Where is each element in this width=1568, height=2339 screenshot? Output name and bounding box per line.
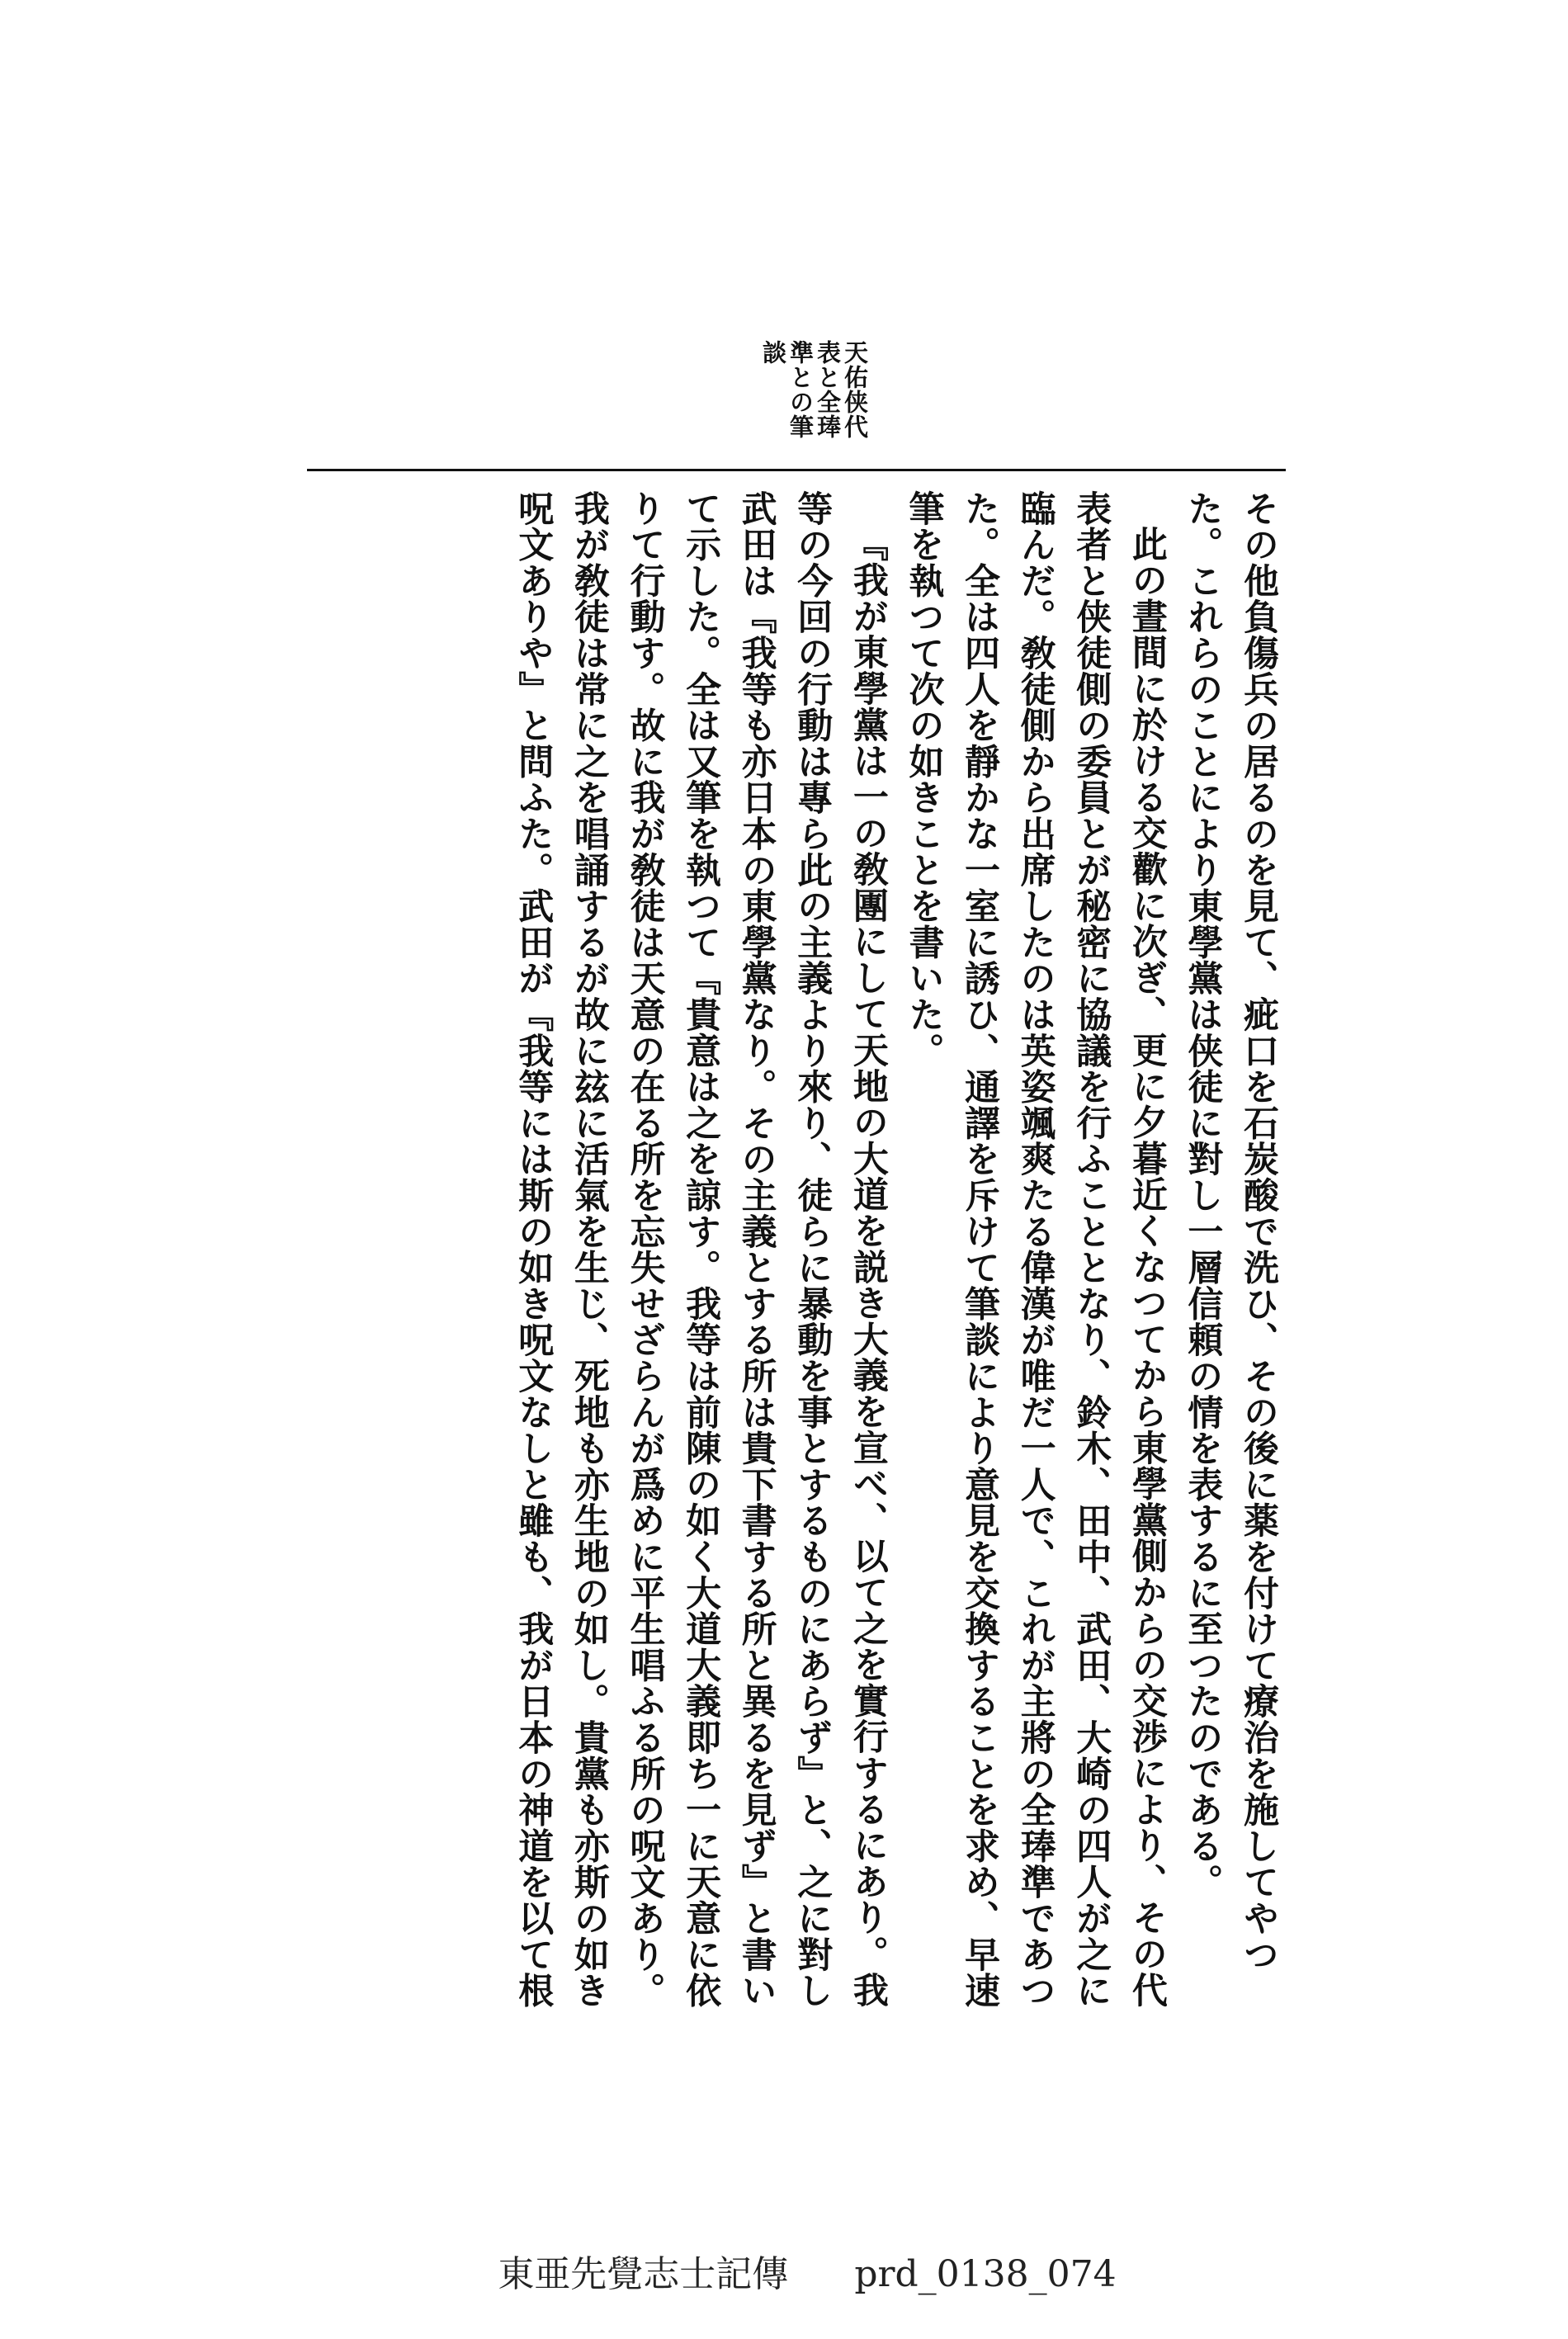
paragraph-2: 此の晝間に於ける交歡に次ぎ、更に夕暮近くなつてから東學黨側からの交渉により、その代表者と侠徒側の委員とが秘密に協議を行ふこととなり、鈴木、田中、武田、大崎の四人が之に臨んだ。敎徒側から出席したのは英姿颯爽たる偉漢が唯だ一人で、これが主將の全琫準であつた。全は四人を靜かな一室に誘ひ、通譯を斥けて筆談により意見を交換することを求め、早速筆を執つて次の如きことを書いた。 <box>903 490 1168 2009</box>
page-footer <box>0 2202 1568 2339</box>
footer-book-title: 東亜先覺志士記傳 <box>498 2253 789 2295</box>
heading-rule <box>307 469 1286 471</box>
body-text <box>307 490 1286 2017</box>
paragraph-3: 『我が東學黨は一の敎團にして天地の大道を説き大義を宣べ、以て之を實行するにあり。我等の今回の行動は專ら此の主義より來り、徒らに暴動を事とするものにあらず』と、之に對し武田は『我等も亦日本の東學黨なり。その主義とする所は貴下書する所と異るを見ず』と書いて示した。全は又筆を執つて『貴意は之を諒す。我等は前陳の如く大道大義即ち一に天意に依りて行動す。故に我が敎徒は天意の在る所を忘失せざらんが爲めに平生唱ふる所の呪文あり。我が敎徒は常に之を唱誦するが故に玆に活氣を生じ、死地も亦生地の如し。貴黨も亦斯の如き呪文ありや』と問ふた。武田が『我等には斯の如き呪文なしと雖も、我が日本の神道を以て根 <box>512 490 889 2009</box>
margin-heading: 天佑侠代 表と全琫 準との筆 談 <box>759 340 869 439</box>
paragraph-1: その他負傷兵の居るのを見て、疵口を石炭酸で洗ひ、その後に薬を付けて療治を施してやつた。これらのことにより東學黨は侠徒に對し一層信頼の情を表するに至つたのである。 <box>1182 490 1279 1973</box>
footer-page-id: prd_0138_074 <box>854 2253 1117 2295</box>
